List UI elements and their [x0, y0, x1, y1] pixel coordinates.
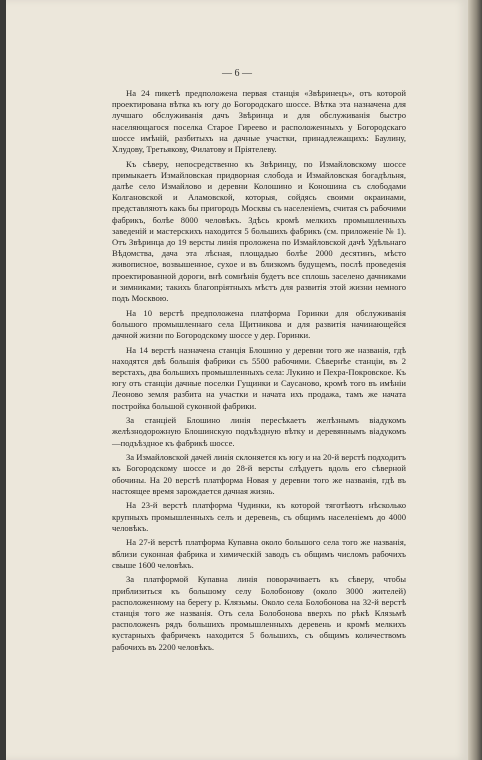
paragraph: За Измайловской дачей линія склоняется къ югу и на 20-й верстѣ подходитъ къ Богородскому шоссе и до 28-й версты слѣдуетъ вдоль его сѣверной обочины. На 20 верстѣ платформа Новая у деревни того же названія, гдѣ въ настоящее время зарождается дачная жизнь. — [112, 452, 406, 496]
paragraph: За платформой Купавна линія поворачиваетъ къ сѣверу, чтобы приблизиться къ большому селу Болобонову (около 3000 жителей) расположенному на берегу р. Клязьмы. Около села Болобонова на 32-й верстѣ станція того же названія. Отъ села Болобонова вверхъ по рѣкѣ Клязьмѣ расположенъ рядъ большихъ промышленныхъ деревень и кромѣ мелкихъ кустарныхъ фабричекъ находится 5 большихъ, съ общимъ количествомъ рабочихъ въ 2200 человѣкъ. — [112, 574, 406, 652]
paragraph: Къ сѣверу, непосредственно къ Звѣринцу, по Измайловскому шоссе примыкаетъ Измайловская придворная слобода и Измайловская богадѣльня, далѣе село Измайлово и деревни Колошино и Коношина съ слободами Колгановской и Аламовской, которыя, сойдясь своими окраинами, представляютъ какъ бы пригородъ Москвы съ населеніемъ, считая съ рабочими фабрикъ, болѣе 8000 человѣкъ. Здѣсь кромѣ мелкихъ промышленныхъ заведеній и мастерскихъ находится 5 большихъ фабрикъ (см. приложеніе № 1). Отъ Звѣринца до 19 версты линія проложена по Измайловской дачѣ Удѣльнаго Вѣдомства, дача эта лѣсная, площадью болѣе 2000 десятинъ, мѣсто живописное, возвышенное, сухое и въ близкомъ будущемъ, послѣ проведенія проектированной дороги, внѣ сомнѣнія будетъ все сплошь заселено дачниками и зимниками; такихъ благопріятныхъ мѣстъ для развитія этой жизни немного подъ Москвою. — [112, 158, 406, 304]
page-edge-shadow — [468, 0, 482, 760]
paragraph: На 24 пикетѣ предположена первая станція «Звѣринецъ», отъ которой проектирована вѣтка къ югу до Богородскаго шоссе. Вѣтка эта назначена для лучшаго обслуживанія дачъ Звѣринца и для обслуживанія быстро населяющагося поселка Старое Гиреево и расположенныхъ у Богородскаго шоссе имѣній, разбитыхъ на дачные участки, принадлежащихъ: Баулину, Хлудову, Третьякову, Филатову и Пріятелеву. — [112, 88, 406, 155]
paragraph: На 23-й верстѣ платформа Чудинки, къ которой тяготѣютъ нѣсколько крупныхъ промышленныхъ селъ и деревень, съ общимъ населеніемъ до 4000 человѣкъ. — [112, 500, 406, 533]
page-number: — 6 — — [222, 68, 252, 79]
paragraph: На 10 верстѣ предположена платформа Горинки для обслуживанія большого промышленнаго села Щитникова и для развитія начинающейся дачной жизни по Богородскому шоссе у дер. Горинки. — [112, 307, 406, 341]
paragraph: На 14 верстѣ назначена станція Блошино у деревни того же названія, гдѣ находятся двѣ большія фабрики съ 5500 рабочими. Сѣвернѣе станціи, въ 2 верстахъ, два большихъ промышленныхъ села: Лукино и Пехра-Покровское. Къ югу отъ станціи дачные поселки Гущинки и Саусаново, кромѣ того въ имѣніи Леоново земля разбита на участки и начата ихъ продажа, тамъ же начата постройка большой суконной фабрики. — [112, 344, 406, 411]
document-page — [6, 0, 468, 760]
body-text — [112, 88, 406, 656]
paragraph: За станціей Блошино линія пересѣкаетъ желѣзнымъ віадукомъ желѣзнодорожную Блошинскую подъѣздную вѣтку и деревяннымъ віадукомъ—подъѣздное къ фабрикѣ шоссе. — [112, 415, 406, 448]
paragraph: На 27-й верстѣ платформа Купавна около большого села того же названія, вблизи суконная фабрика и химическій заводъ съ общимъ числомъ рабочихъ свыше 1600 человѣкъ. — [112, 537, 406, 570]
